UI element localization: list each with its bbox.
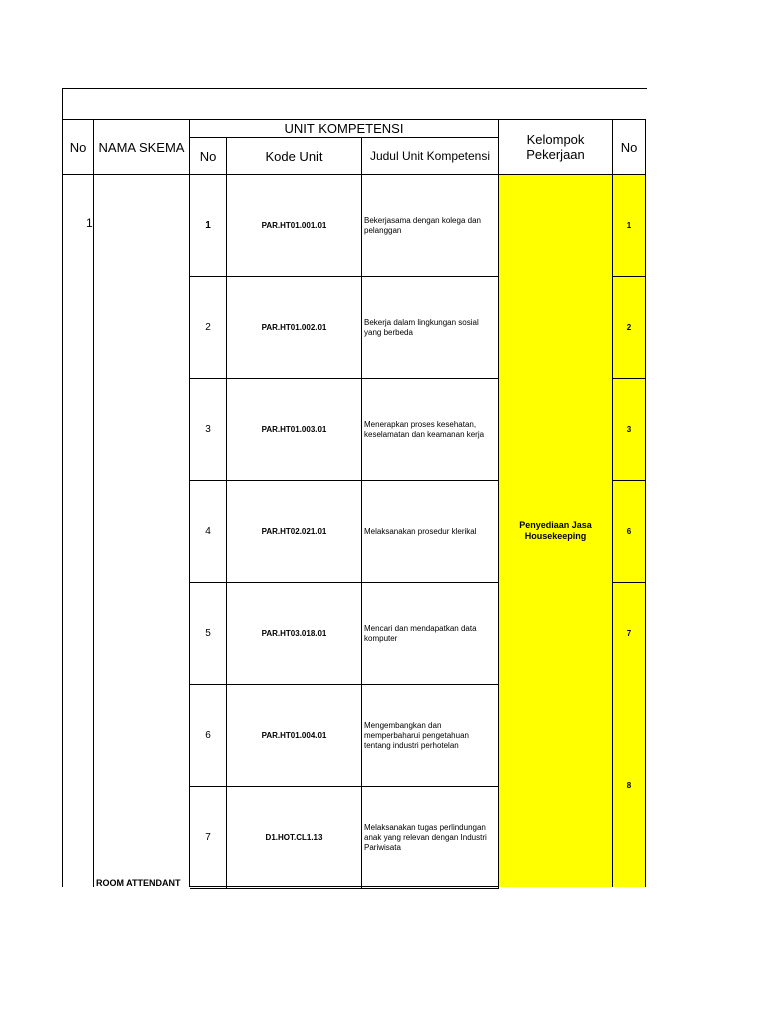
unit-kode: PAR.HT01.002.01: [227, 277, 362, 379]
unit-kode: D1.HOT.CL1.13: [227, 787, 362, 889]
table-bottom-line: [190, 886, 499, 887]
skema-no-column: [62, 175, 94, 887]
header-kode-unit: Kode Unit: [227, 138, 362, 175]
header-kelompok-pekerjaan: Kelompok Pekerjaan: [499, 119, 613, 175]
unit-judul: Melaksanakan tugas perlindungan anak yang relevan dengan Industri Pariwisata: [362, 787, 499, 889]
unit-judul: Mencari dan mendapatkan data komputer: [362, 583, 499, 685]
unit-judul: Mengembangkan dan memperbaharui pengetahuan tentang industri perhotelan: [362, 685, 499, 787]
skema-no: 1: [86, 216, 93, 230]
unit-kode: PAR.HT01.003.01: [227, 379, 362, 481]
unit-right-no: 6: [613, 481, 646, 583]
unit-judul: Bekerja dalam lingkungan sosial yang berbeda: [362, 277, 499, 379]
unit-no: 2: [190, 277, 227, 379]
unit-kode: PAR.HT02.021.01: [227, 481, 362, 583]
header-nama-skema: NAMA SKEMA: [94, 119, 190, 175]
unit-right-no: 3: [613, 379, 646, 481]
title-band: [62, 88, 647, 120]
header-sub-no: No: [190, 138, 227, 175]
header-no: No: [62, 119, 94, 175]
unit-kode: PAR.HT01.001.01: [227, 175, 362, 277]
header-judul-unit: Judul Unit Kompetensi: [362, 138, 499, 175]
unit-no: 3: [190, 379, 227, 481]
unit-right-no: 2: [613, 277, 646, 379]
unit-judul: Menerapkan proses kesehatan, keselamatan dan keamanan kerja: [362, 379, 499, 481]
skema-name-column: [94, 175, 190, 887]
unit-no: 7: [190, 787, 227, 889]
skema-name: ROOM ATTENDANT: [96, 878, 181, 888]
unit-kode: PAR.HT03.018.01: [227, 583, 362, 685]
kelompok-pekerjaan-cell: Penyediaan Jasa Housekeeping: [499, 175, 613, 887]
right-no-merged: 8: [613, 683, 646, 887]
unit-judul: Melaksanakan prosedur klerikal: [362, 481, 499, 583]
header-unit-kompetensi: UNIT KOMPETENSI: [190, 119, 499, 138]
unit-no: 5: [190, 583, 227, 685]
unit-kode: PAR.HT01.004.01: [227, 685, 362, 787]
header-right-no: No: [613, 119, 646, 175]
unit-no: 1: [190, 175, 227, 277]
unit-no: 6: [190, 685, 227, 787]
unit-judul: Bekerjasama dengan kolega dan pelanggan: [362, 175, 499, 277]
unit-no: 4: [190, 481, 227, 583]
unit-right-no: 1: [613, 175, 646, 277]
unit-right-no: 7: [613, 583, 646, 685]
